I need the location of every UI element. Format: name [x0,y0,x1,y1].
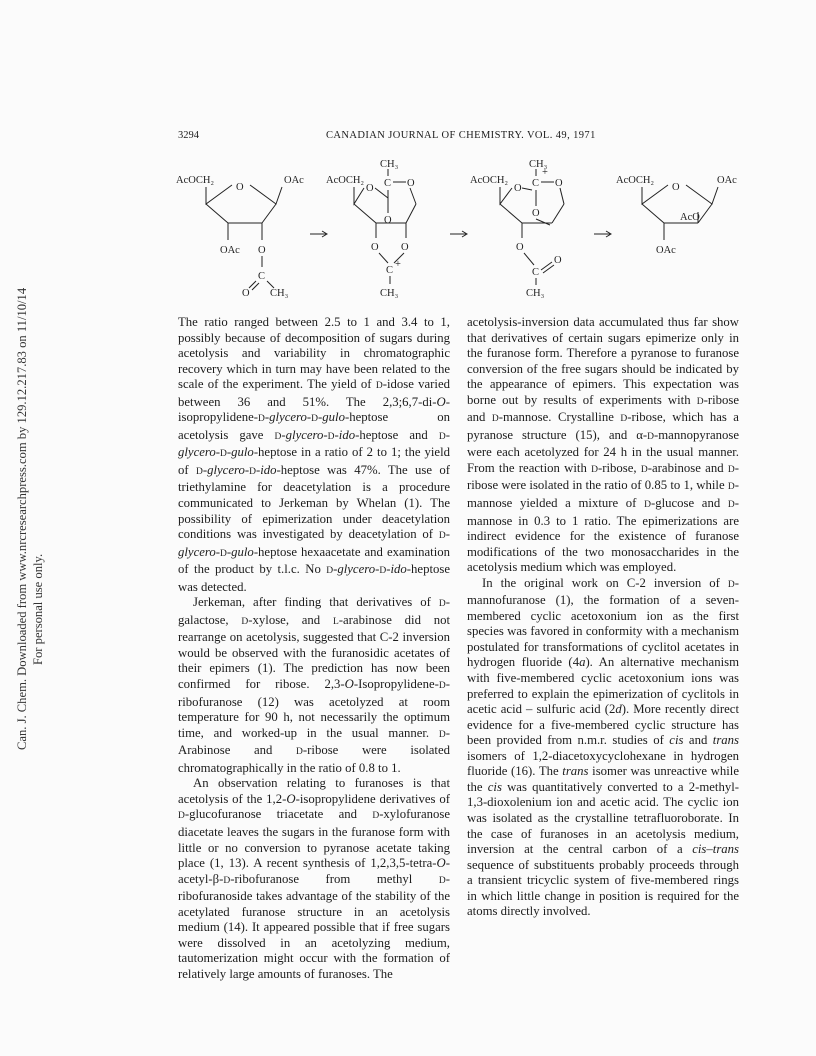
s3-bottom-carbon: C [532,267,540,278]
paragraph: The ratio ranged between 2.5 to 1 and 3.4 to 1, possibly because of decomposition of sugars during acetolysis and variability in chromatographic recovery which in turn may have been related to the scale of the experiment. The yield of D-idose varied between 36 and 51%. The 2,3;6,7-di-O-isopropylidene-D-glycero-D-gulo-heptose on acetolysis gave D-glycero-D-ido-heptose and D-glycero-D-gulo-heptose in a ratio of 2 to 1; the yield of D-glycero-D-ido-heptose was 47%. The use of triethylamine for deacetylation is a procedure communicated to Jerkeman by Whelan (1). The possibility of epimerization under deacetylation conditions was investigated by deacetylation of D-glycero-D-gulo-heptose hexaacetate and examination of the product by t.l.c. No D-glycero-D-ido-heptose was detected. [178,315,450,594]
download-notice-line2: For personal use only. [31,553,45,665]
download-notice-line1: Can. J. Chem. Downloaded from www.nrcresearchpress.com by 129.12.217.83 on 11/10/14 [15,287,29,750]
structure-3 [470,159,564,298]
s2-ch3-bottom-label: CH₃ [380,288,399,298]
reaction-scheme [170,150,750,298]
paragraph: An observation relating to furanoses is that acetolysis of the 1,2-O-isopropylidene derivatives of D-glucofuranose triacetate and D-xylofuranose diacetate leaves the sugars in the furanose form with little or no conversion to pyranose acetate taking place (1, 13). A recent synthesis of 1,2,3,5-tetra-O-acetyl-β-D-ribofuranose from methyl D-ribofuranoside takes advantage of the stability of the acetylated furanose structure in an acetolysis medium (14). It appeared possible that if free sugars were dissolved in an acetolyzing medium, tautomerization might occur with the formation of relatively large amounts of furanoses. The [178,776,450,981]
s1-carbonyl-carbon: C [258,271,266,282]
s4-aco-label: AcO [680,212,700,223]
s3-keto-oxygen: O [554,255,562,266]
reaction-arrow-3 [594,231,611,237]
structure-4 [616,175,737,256]
s3-right-oxygen: O [555,178,563,189]
s1-oac-top-label: OAc [284,175,304,186]
s2-low-oxygen: O [384,215,392,226]
s4-ch2-label: AcOCH₂ [616,175,655,186]
s3-mid-oxygen: O [532,208,540,219]
structure-1 [176,175,304,298]
s4-ring-oxygen: O [672,182,680,193]
s4-oac-top-label: OAc [717,175,737,186]
paragraph: acetolysis-inversion data accumulated thus far show that derivatives of certain sugars epimerize only in the furanose form. Therefore a pyranose to furanose conversion of the free sugars should be indicated by the appearance of epimers. This expectation was borne out by results of experiments with D-ribose and D-mannose. Crystalline D-ribose, which has a pyranose structure (15), and α-D-mannopyranose were each acetolyzed for 24 h in the usual manner. From the reaction with D-ribose, D-arabinose and D-ribose were isolated in the ratio of 0.85 to 1, while D-mannose yielded a mixture of D-glucose and D-mannose in 0.3 to 1 ratio. The epimerizations are indirect evidence for the existence of furanose modifications of the two monosaccharides in the acetolysis medium which was employed. [467,315,739,575]
s4-oac-bottom-label: OAc [656,245,676,256]
s3-lower-oxygen: O [516,242,524,253]
s2-ring-oxygen: O [366,183,374,194]
download-notice [10,270,54,750]
s2-top-oxygen: O [407,178,415,189]
s2-ch3-top-label: CH₃ [380,159,399,170]
s3-ch3-bottom-label: CH₃ [526,288,545,298]
s3-ring-oxygen: O [514,183,522,194]
s1-ch3-label: CH₃ [270,288,289,298]
running-head: CANADIAN JOURNAL OF CHEMISTRY. VOL. 49, 1971 [326,130,596,141]
page-header [178,130,738,148]
s3-ch3-top-label: CH₃ [529,159,548,170]
reaction-arrow-1 [310,231,327,237]
s3-ch2-label: AcOCH₂ [470,175,509,186]
s2-left-oxygen: O [371,242,379,253]
s1-ch2-label: AcOCH₂ [176,175,215,186]
s2-top-carbon: C [384,178,392,189]
s3-top-carbon: C [532,178,540,189]
reaction-arrow-2 [450,231,467,237]
s1-ester-oxygen: O [258,245,266,256]
s3-plus-charge: + [542,167,548,178]
paragraph: Jerkeman, after finding that derivatives of D-galactose, D-xylose, and L-arabinose did not rearrange on acetolysis, suggested that C-2 inversion would be observed with the furanosidic acetates of their epimers (1). The prediction has now been confirmed for ribose. 2,3-O-Isopropylidene-D-ribofuranose (12) was acetolyzed at room temperature for 90 h, not necessarily the optimum time, and worked-up in the usual manner. D-Arabinose and D-ribose were isolated chromatographically in the ratio of 0.8 to 1. [178,595,451,775]
s1-oac-bottom-label: OAc [220,245,240,256]
s2-plus-charge: + [395,259,401,270]
structure-2 [326,159,416,298]
s2-right-oxygen: O [401,242,409,253]
s2-ch2-label: AcOCH₂ [326,175,365,186]
s1-ring-oxygen: O [236,182,244,193]
page-number: 3294 [178,130,199,141]
paragraph: In the original work on C-2 inversion of D-mannofuranose (1), the formation of a seven-membered cyclic acetoxonium ion as the first species was favored in conformity with a mechanism postulated for transformations of cyclitol acetates in hydrogen fluoride (4a). An alternative mechanism with five-membered cyclic acetoxonium ions was preferred to explain the epimerization of cyclitols in acetic acid – sulfuric acid (2d). More recently direct evidence for a five-membered cyclic structure has been provided from n.m.r. studies of cis and trans isomers of 1,2-diacetoxycyclohexane in hydrogen fluoride (16). The trans isomer was unreactive while the cis was quantitatively converted to a 2-methyl-1,3-dioxolenium ion and acetic acid. The cyclic ion was isolated as the crystalline tetrafluoroborate. In the case of furanoses in an acetolysis medium, inversion at the central carbon of a cis–trans sequence of substituents probably proceeds through a transient tricyclic system of five-membered rings in which little change in position is required for the atoms directly involved. [467,575,739,919]
right-column [467,315,739,920]
left-column [178,315,450,982]
s2-cation-carbon: C [386,265,394,276]
s1-keto-oxygen: O [242,288,250,298]
